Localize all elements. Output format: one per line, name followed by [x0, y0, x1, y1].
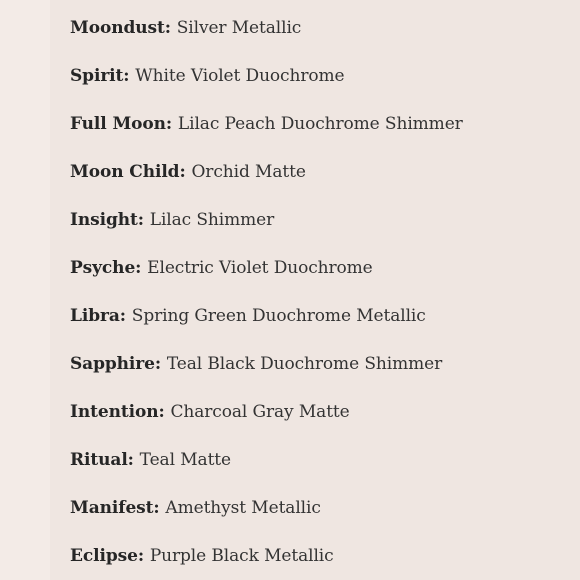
shade-item: Libra: Spring Green Duochrome Metallic [70, 306, 426, 326]
shade-item: Insight: Lilac Shimmer [70, 210, 275, 230]
shade-description: Electric Violet Duochrome [147, 258, 373, 278]
shade-name: Manifest [70, 498, 154, 518]
shade-item: Sapphire: Teal Black Duochrome Shimmer [70, 354, 443, 374]
shade-item: Moon Child: Orchid Matte [70, 162, 306, 182]
shade-description: Lilac Peach Duochrome Shimmer [177, 114, 463, 134]
shade-name: Sapphire [70, 354, 155, 374]
shade-name: Moon Child [70, 162, 180, 182]
shade-name: Libra [70, 306, 120, 326]
shade-item: Spirit: White Violet Duochrome [70, 66, 345, 86]
shade-name: Moondust [70, 18, 165, 38]
shade-description: Spring Green Duochrome Metallic [131, 306, 426, 326]
shade-description: Silver Metallic [176, 18, 302, 38]
shade-name: Intention [70, 402, 159, 422]
shade-description: Teal Black Duochrome Shimmer [166, 354, 443, 374]
shade-description: Orchid Matte [191, 162, 306, 182]
shade-description: Lilac Shimmer [149, 210, 275, 230]
content-panel [50, 0, 580, 580]
shade-name: Full Moon [70, 114, 166, 134]
shade-item: Psyche: Electric Violet Duochrome [70, 258, 373, 278]
shade-description: Amethyst Metallic [165, 498, 321, 518]
shade-name: Eclipse [70, 546, 138, 566]
shade-name: Spirit [70, 66, 124, 86]
shade-name: Insight [70, 210, 138, 230]
shade-description: Teal Matte [139, 450, 231, 470]
shade-name: Psyche [70, 258, 136, 278]
shade-item: Full Moon: Lilac Peach Duochrome Shimmer [70, 114, 463, 134]
shade-description: White Violet Duochrome [135, 66, 345, 86]
shade-item: Intention: Charcoal Gray Matte [70, 402, 350, 422]
shade-description: Charcoal Gray Matte [170, 402, 350, 422]
shade-description: Purple Black Metallic [149, 546, 334, 566]
shade-item: Ritual: Teal Matte [70, 450, 231, 470]
shade-item: Manifest: Amethyst Metallic [70, 498, 321, 518]
shade-name: Ritual [70, 450, 128, 470]
shade-item: Moondust: Silver Metallic [70, 18, 302, 38]
shade-item: Eclipse: Purple Black Metallic [70, 546, 334, 566]
